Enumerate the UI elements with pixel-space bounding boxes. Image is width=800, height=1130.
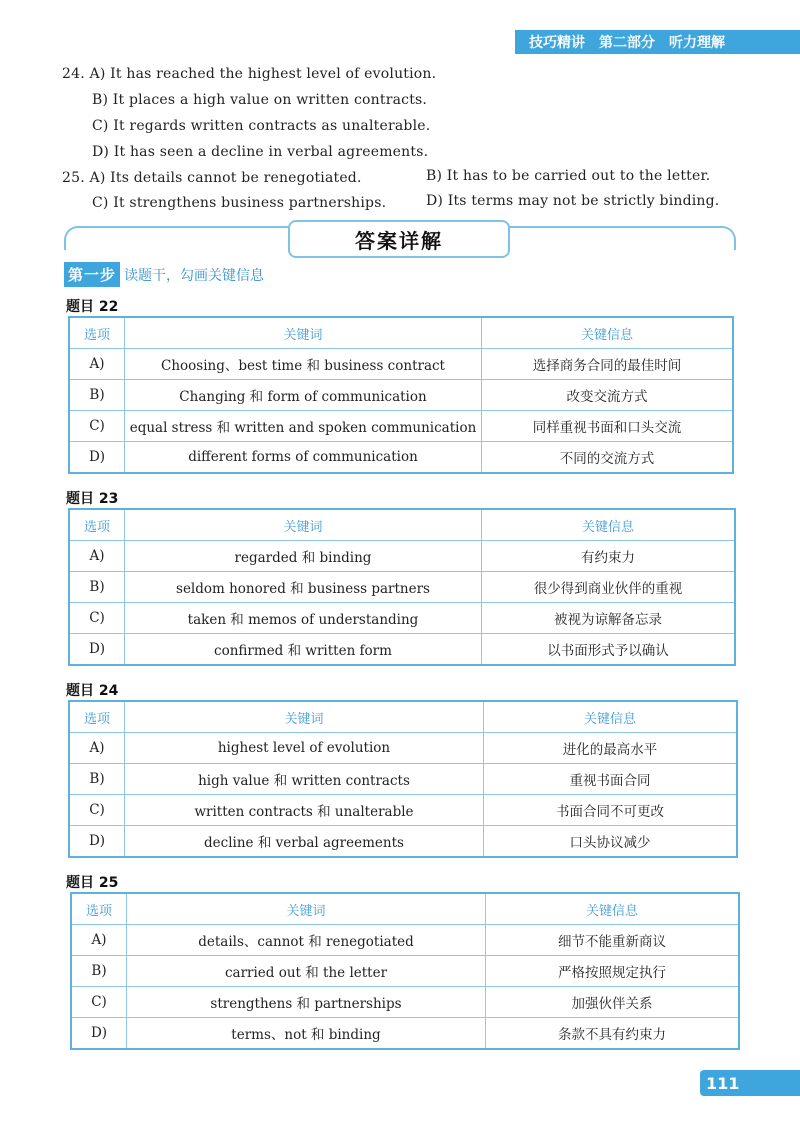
row-keywords: details、cannot 和 renegotiated [127,925,486,956]
header-option: 选项 [71,893,127,925]
row-option: A) [69,733,125,764]
question-24-option-d: D) It has seen a decline in verbal agreements. [92,144,429,160]
row-option: C) [69,411,125,442]
question-24-number: 24. [62,66,85,82]
table-row [71,1018,739,1050]
table-row [69,442,733,474]
header-option: 选项 [69,509,125,541]
question-24-option-a [62,66,436,82]
row-option: B) [69,572,125,603]
row-option: B) [71,956,127,987]
row-key-info: 严格按照规定执行 [486,956,740,987]
row-key-info: 细节不能重新商议 [486,925,740,956]
row-option: C) [69,795,125,826]
row-key-info: 条款不具有约束力 [486,1018,740,1050]
table-row [69,826,737,858]
row-key-info: 很少得到商业伙伴的重视 [482,572,736,603]
table-header-row [69,701,737,733]
step-text: 读题干，勾画关键信息 [124,267,265,284]
row-keywords: strengthens 和 partnerships [127,987,486,1018]
row-keywords: seldom honored 和 business partners [125,572,482,603]
header-key-info: 关键信息 [482,317,734,349]
header-topic: 听力理解 [669,35,725,51]
row-keywords: confirmed 和 written form [125,634,482,666]
table-row [69,349,733,380]
table-row [71,956,739,987]
table-row [69,634,735,666]
row-keywords: different forms of communication [125,442,482,474]
header-keywords: 关键词 [125,509,482,541]
row-key-info: 同样重视书面和口头交流 [482,411,734,442]
row-keywords: Changing 和 form of communication [125,380,482,411]
row-option: B) [69,764,125,795]
header-key-info: 关键信息 [486,893,740,925]
q24-a-text: A) It has reached the highest level of evolution. [89,66,437,82]
row-key-info: 不同的交流方式 [482,442,734,474]
table-row [69,795,737,826]
row-option: C) [71,987,127,1018]
row-keywords: highest level of evolution [125,733,484,764]
row-keywords: written contracts 和 unalterable [125,795,484,826]
row-keywords: Choosing、best time 和 business contract [125,349,482,380]
table-row [69,603,735,634]
header-bar-end [770,30,800,54]
table-row [69,764,737,795]
table-row [69,572,735,603]
answer-banner: 答案详解 [288,220,510,258]
row-option: C) [69,603,125,634]
row-key-info: 进化的最高水平 [484,733,738,764]
table-title-25: 题目 25 [66,875,119,891]
row-key-info: 改变交流方式 [482,380,734,411]
question-25-option-b: B) It has to be carried out to the letter. [426,168,711,184]
row-option: A) [69,541,125,572]
row-key-info: 以书面形式予以确认 [482,634,736,666]
banner-rule-left [64,226,86,250]
header-section: 技巧精讲 [529,35,585,51]
table-row [71,925,739,956]
table-title-23: 题目 23 [66,491,119,507]
question-25-option-c: C) It strengthens business partnerships. [92,195,387,211]
row-keywords: decline 和 verbal agreements [125,826,484,858]
table-title-22: 题目 22 [66,299,119,315]
row-key-info: 有约束力 [482,541,736,572]
header-part: 第二部分 [599,35,655,51]
question-24-option-c: C) It regards written contracts as unalterable. [92,118,431,134]
q25-a-text: A) Its details cannot be renegotiated. [89,170,362,186]
step-one [64,262,264,287]
row-key-info: 加强伙伴关系 [486,987,740,1018]
table-header-row [71,893,739,925]
table-row [69,380,733,411]
row-option: A) [69,349,125,380]
header-key-info: 关键信息 [484,701,738,733]
header-option: 选项 [69,701,125,733]
table-row [71,987,739,1018]
row-keywords: regarded 和 binding [125,541,482,572]
row-keywords: high value 和 written contracts [125,764,484,795]
row-keywords: terms、not 和 binding [127,1018,486,1050]
header-keywords: 关键词 [127,893,486,925]
banner-rule-right [714,226,736,250]
row-keywords: taken 和 memos of understanding [125,603,482,634]
table-header-row [69,509,735,541]
header-key-info: 关键信息 [482,509,736,541]
row-option: D) [71,1018,127,1050]
running-header [515,30,770,54]
table-row [69,541,735,572]
keyword-table-24 [68,700,738,858]
keyword-table-22 [68,316,734,474]
step-tag: 第一步 [64,262,120,287]
table-title-24: 题目 24 [66,683,119,699]
row-key-info: 书面合同不可更改 [484,795,738,826]
header-keywords: 关键词 [125,701,484,733]
table-row [69,733,737,764]
row-key-info: 选择商务合同的最佳时间 [482,349,734,380]
row-key-info: 重视书面合同 [484,764,738,795]
question-24-option-b: B) It places a high value on written contracts. [92,92,428,108]
table-header-row [69,317,733,349]
header-option: 选项 [69,317,125,349]
row-keywords: carried out 和 the letter [127,956,486,987]
keyword-table-23 [68,508,736,666]
table-row [69,411,733,442]
row-keywords: equal stress 和 written and spoken communication [125,411,482,442]
row-key-info: 口头协议减少 [484,826,738,858]
row-option: B) [69,380,125,411]
question-25-option-a [62,170,362,186]
question-25-number: 25. [62,170,85,186]
keyword-table-25 [70,892,740,1050]
row-option: D) [69,634,125,666]
row-key-info: 被视为谅解备忘录 [482,603,736,634]
row-option: D) [69,442,125,474]
header-keywords: 关键词 [125,317,482,349]
page-number: 111 [700,1070,800,1096]
row-option: A) [71,925,127,956]
row-option: D) [69,826,125,858]
question-25-option-d: D) Its terms may not be strictly binding. [426,193,720,209]
